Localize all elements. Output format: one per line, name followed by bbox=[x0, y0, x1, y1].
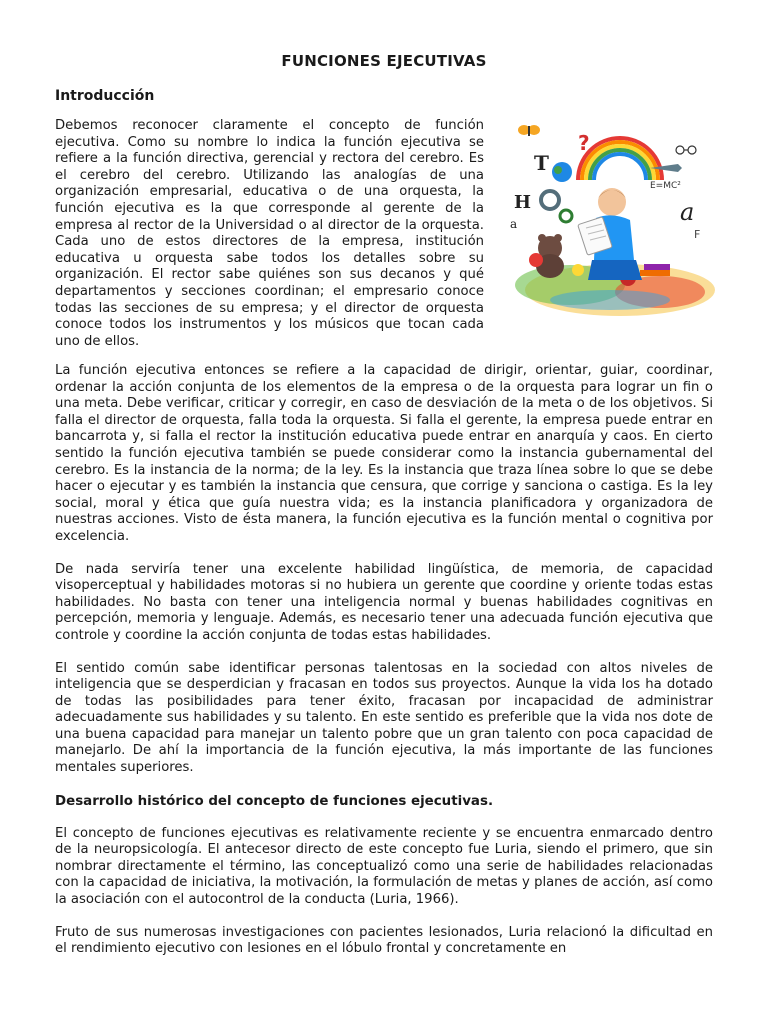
section-heading-desarrollo: Desarrollo histórico del concepto de funciones ejecutivas. bbox=[55, 793, 494, 809]
ball-icon bbox=[572, 264, 584, 276]
paragraph: El concepto de funciones ejecutivas es relativamente reciente y se encuentra enmarcado dentro de la neuropsicología. El antecesor directo de este concepto fue Luria, siendo el primero, que sin nombrar directamente el término, las conceptualizó como una serie de habilidades relacionadas con la capacidad de iniciativa, la motivación, la formulación de metas y planes de acción, así como la asociación con el autocontrol de la conducta (Luria, 1966). bbox=[55, 825, 713, 908]
intro-paragraph: Debemos reconocer claramente el concepto de función ejecutiva. Como su nombre lo indica la función ejecutiva se refiere a la función directiva, gerencial y rectora del cerebro. Es el cerebro del cerebro. Utilizando las analogías de una organización empresarial, educativa o de una orquesta, la función ejecutiva es la que corresponde al gerente de la empresa al rector de la Universidad o al director de la orquesta. Cada uno de estos directores de la empresa, institución educativa u orquesta sabe todos los detalles sobre su organización. El rector sabe quiénes son sus decanos y qué departamentos y secciones coordinan; el empresario conoce todas las secciones de su empresa; y el director de orquesta conoce todos los instrumentos y los músicos que tocan cada uno de ellos. bbox=[55, 118, 484, 349]
document-body bbox=[55, 363, 713, 974]
formula-emc2: E=MC² bbox=[650, 181, 681, 191]
butterfly-icon bbox=[518, 125, 540, 136]
paragraph: De nada serviría tener una excelente habilidad lingüística, de memoria, de capacidad visoperceptual y habilidades motoras si no hubiera un gerente que coordine y oriente todas estas habilidades. No basta con tener una inteligencia normal y buenas habilidades cognitivas en percepción, memoria y lenguaje. Además, es necesario tener una adecuada función ejecutiva que controle y coordine la acción conjunta de todas estas habilidades. bbox=[55, 561, 713, 643]
paragraph: La función ejecutiva entonces se refiere a la capacidad de dirigir, orientar, guiar, coordinar, ordenar la acción conjunta de los elementos de la empresa o de la orquesta para lograr un fin o una meta. Debe verificar, criticar y corregir, en caso de desviación de la meta o de los objetivos. Si falla el director de orquesta, falla toda la orquesta. Si falla el gerente, la empresa puede entrar en bancarrota y, si falla el rector la institución educativa puede entrar en anarquía y caos. En cierto sentido la función ejecutiva también se puede considerar como la instancia gubernamental del cerebro. Es la instancia de la norma; de la ley. Es la instancia que traza línea sobre lo que se debe hacer o ejecutar y es también la instancia que censura, que corrige y sanciona o castiga. Es la ley social, moral y ética que guía nuestra vida; es la instancia planificadora y organizadora de nuestras acciones. Visto de ésta manera, la función ejecutiva es la función mental o cognitiva por excelencia. bbox=[55, 363, 713, 544]
letter-f: F bbox=[694, 228, 701, 241]
book-icon bbox=[640, 270, 670, 276]
letter-a-small: a bbox=[510, 217, 518, 231]
book-icon bbox=[644, 264, 670, 270]
question-mark-icon: ? bbox=[578, 131, 590, 155]
letter-t: T bbox=[534, 151, 549, 175]
glasses-icon bbox=[676, 146, 696, 154]
child-reading-illustration bbox=[500, 120, 715, 320]
document-title: FUNCIONES EJECUTIVAS bbox=[281, 52, 487, 70]
letter-a-large: a bbox=[680, 198, 695, 226]
gear-icon bbox=[560, 210, 572, 222]
paragraph: El sentido común sabe identificar personas talentosas en la sociedad con altos niveles de inteligencia que se desperdician y fracasan en todos sus proyectos. Aunque la vida los ha dotado de todas las posibilidades para tener éxito, fracasan por incapacidad de administrar adecuadamente sus habilidades y su talento. En este sentido es preferible que la vida nos dote de una buena capacidad para manejar un talento pobre que un gran talento con poca capacidad de manejarlo. De ahí la importancia de la función ejecutiva, la más importante de las funciones mentales superiores. bbox=[55, 660, 713, 776]
ball-icon bbox=[529, 253, 543, 267]
section-heading-introduccion: Introducción bbox=[55, 88, 155, 104]
gear-icon bbox=[541, 191, 559, 209]
letter-h: H bbox=[514, 192, 532, 213]
paragraph: Fruto de sus numerosas investigaciones con pacientes lesionados, Luria relacionó la dificultad en el rendimiento ejecutivo con lesiones en el lóbulo frontal y concretamente en bbox=[55, 924, 713, 957]
paint-splash bbox=[550, 290, 670, 310]
